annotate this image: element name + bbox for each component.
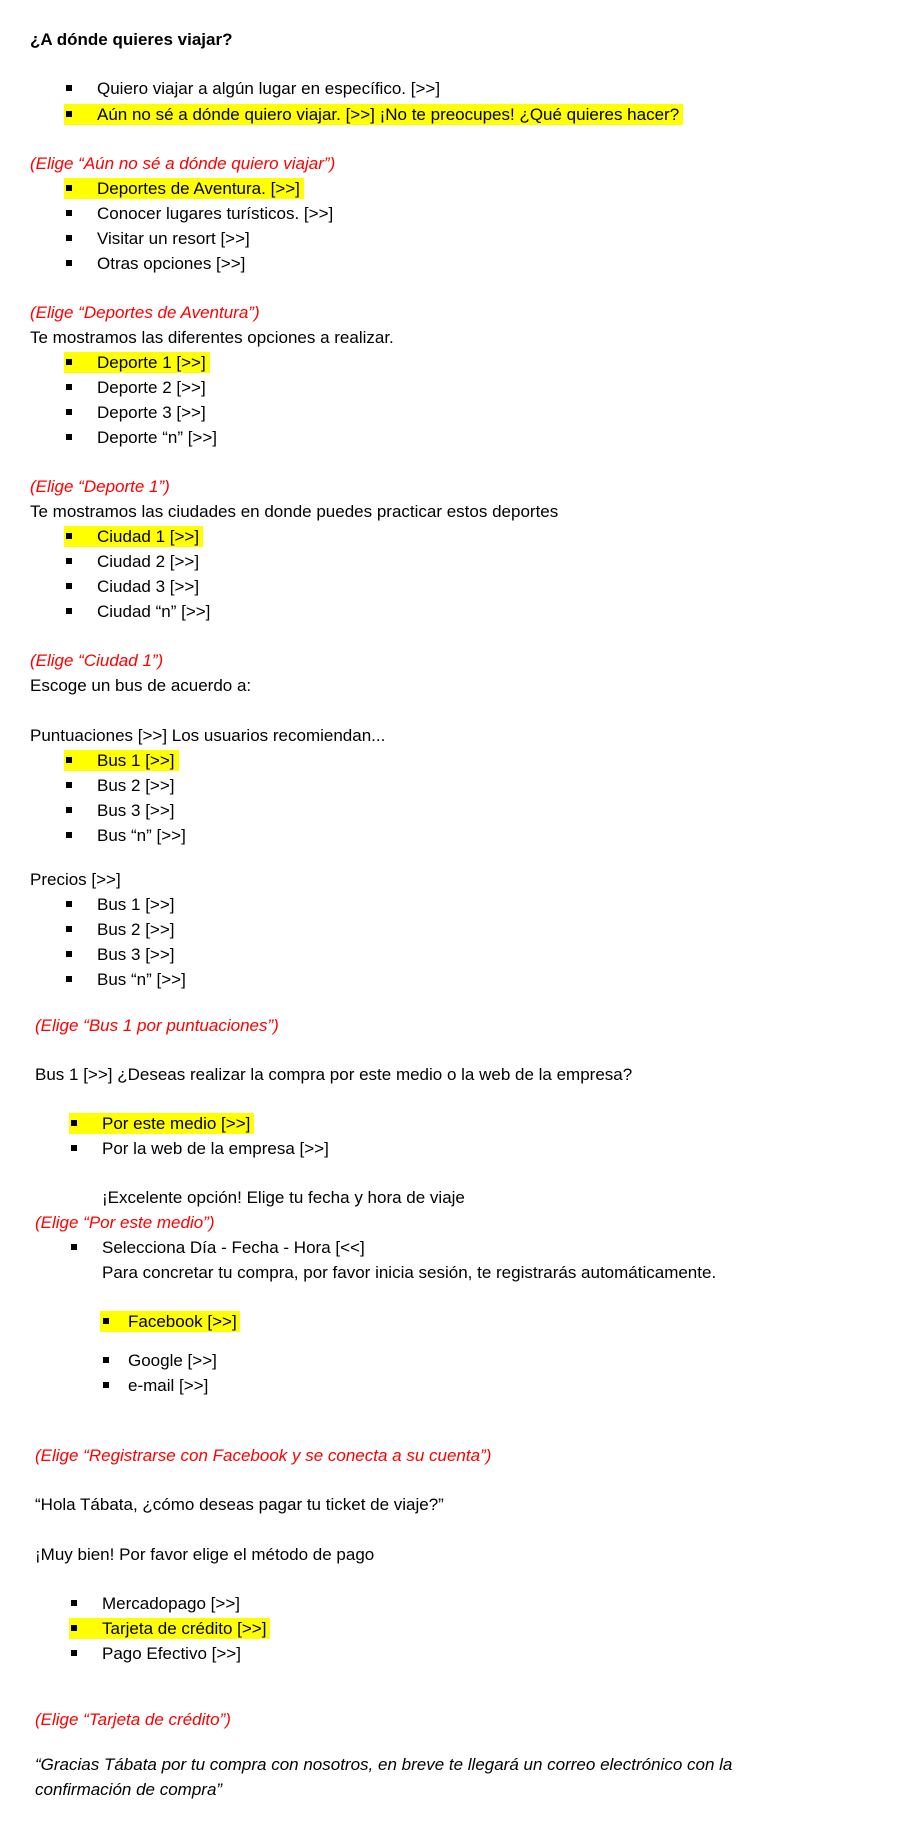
prices-heading[interactable]: Precios [>>] xyxy=(30,870,121,889)
bullet-icon xyxy=(66,533,72,539)
bullet-icon xyxy=(66,185,72,191)
choice-label: (Elige “Ciudad 1”) xyxy=(30,651,164,670)
intro-text: Escoge un bus de acuerdo a: xyxy=(30,676,252,695)
bullet-icon xyxy=(66,951,72,957)
bullet-icon xyxy=(66,583,72,589)
bullet-icon xyxy=(66,926,72,932)
ratings-heading[interactable]: Puntuaciones [>>] Los usuarios recomiendan... xyxy=(30,726,386,745)
bullet-icon xyxy=(103,1357,109,1363)
bullet-icon xyxy=(66,782,72,788)
bullet-icon xyxy=(66,210,72,216)
bullet-icon xyxy=(71,1120,77,1126)
thanks-text-line-1: “Gracias Tábata por tu compra con nosotros, en breve te llegará un correo electrónico con la xyxy=(35,1755,733,1774)
bullet-icon xyxy=(71,1600,77,1606)
intro-text: Te mostramos las diferentes opciones a realizar. xyxy=(30,328,394,347)
bullet-icon xyxy=(66,235,72,241)
bullet-icon xyxy=(66,976,72,982)
bullet-icon xyxy=(103,1382,109,1388)
bullet-icon xyxy=(66,901,72,907)
bullet-icon xyxy=(71,1145,77,1151)
choice-label: (Elige “Deportes de Aventura”) xyxy=(30,303,260,322)
choice-label: (Elige “Aún no sé a dónde quiero viajar”) xyxy=(30,154,336,173)
bullet-icon xyxy=(66,384,72,390)
bullet-icon xyxy=(71,1244,77,1250)
choice-label: (Elige “Bus 1 por puntuaciones”) xyxy=(35,1016,279,1035)
bullet-icon xyxy=(103,1318,109,1324)
bullet-icon xyxy=(66,558,72,564)
intro-text: Te mostramos las ciudades en donde puedes practicar estos deportes xyxy=(30,502,559,521)
bullet-icon xyxy=(66,757,72,763)
choice-label: (Elige “Registrarse con Facebook y se conecta a su cuenta”) xyxy=(35,1446,492,1465)
bullet-icon xyxy=(71,1625,77,1631)
question-text: Bus 1 [>>] ¿Deseas realizar la compra por este medio o la web de la empresa? xyxy=(35,1065,633,1084)
bullet-icon xyxy=(71,1650,77,1656)
thanks-text-line-2: confirmación de compra” xyxy=(35,1780,223,1799)
bullet-icon xyxy=(66,807,72,813)
page-title: ¿A dónde quieres viajar? xyxy=(30,30,233,49)
greeting-text: “Hola Tábata, ¿cómo deseas pagar tu ticket de viaje?” xyxy=(35,1495,444,1514)
bullet-icon xyxy=(66,111,72,117)
bullet-icon xyxy=(66,359,72,365)
choice-label: (Elige “Tarjeta de crédito”) xyxy=(35,1710,231,1729)
bullet-icon xyxy=(66,832,72,838)
bullet-icon xyxy=(66,608,72,614)
login-text: Para concretar tu compra, por favor inicia sesión, te registrarás automáticamente. xyxy=(102,1263,717,1282)
bullet-icon xyxy=(66,85,72,91)
prompt-text: ¡Muy bien! Por favor elige el método de pago xyxy=(35,1545,375,1564)
bullet-icon xyxy=(66,260,72,266)
choice-label: (Elige “Por este medio”) xyxy=(35,1213,215,1232)
bullet-icon xyxy=(66,409,72,415)
bullet-icon xyxy=(66,434,72,440)
choice-label: (Elige “Deporte 1”) xyxy=(30,477,170,496)
note-text: ¡Excelente opción! Elige tu fecha y hora de viaje xyxy=(102,1188,465,1207)
